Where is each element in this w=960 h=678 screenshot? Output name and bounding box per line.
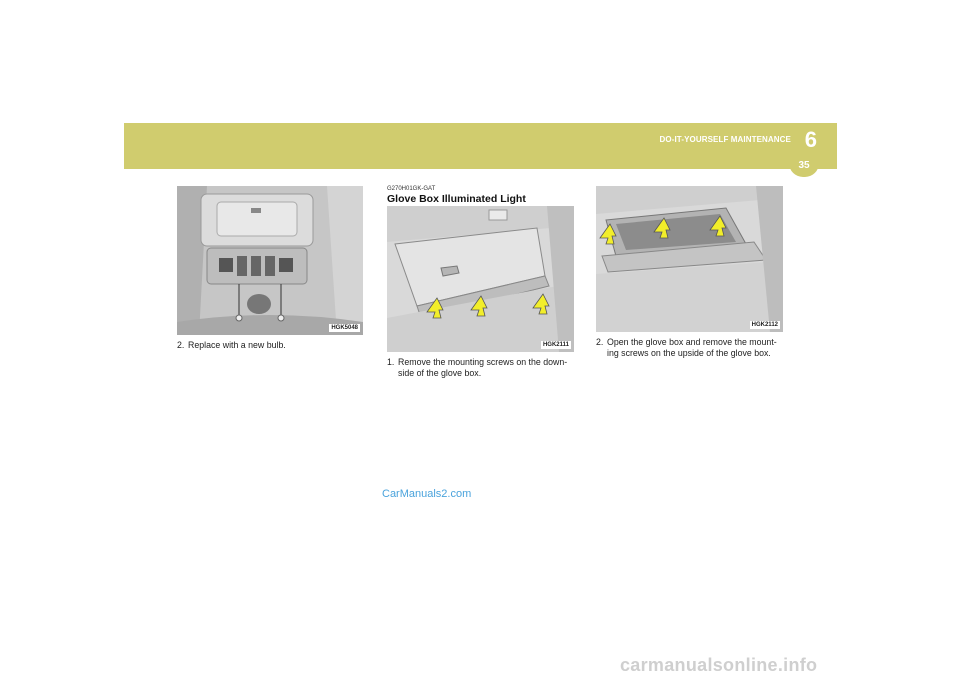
glove-box-downside-illustration — [387, 206, 574, 352]
figure-glove-box-upside — [596, 186, 783, 332]
page-number: 35 — [789, 155, 819, 177]
figure-overhead-console — [177, 186, 363, 335]
step-replace-bulb — [177, 340, 363, 351]
section-title: Glove Box Illuminated Light — [387, 193, 526, 205]
chapter-title: DO-IT-YOURSELF MAINTENANCE — [659, 135, 791, 144]
step-number: 1. — [387, 357, 395, 367]
figure-code: HGK2111 — [542, 342, 569, 348]
step-remove-upside-screws — [596, 337, 786, 359]
figure-code: HGK5048 — [331, 325, 358, 331]
step-text: Remove the mounting screws on the down-side of the glove box. — [398, 357, 568, 378]
chapter-number: 6 — [804, 127, 817, 152]
figure-code: HGK2112 — [751, 322, 778, 328]
step-text: Open the glove box and remove the mount-ing screws on the upside of the glove box. — [607, 337, 777, 358]
watermark-link[interactable]: CarManuals2.com — [382, 488, 472, 500]
figure-glove-box-downside — [387, 206, 574, 352]
glove-box-upside-illustration — [596, 186, 783, 332]
overhead-console-illustration — [177, 186, 363, 335]
step-number: 2. — [177, 340, 185, 350]
section-code: G270H01GK-GAT — [387, 186, 436, 192]
step-remove-downside-screws — [387, 357, 575, 379]
footer-watermark: carmanualsonline.info — [620, 655, 818, 675]
step-number: 2. — [596, 337, 604, 347]
chapter-header-band — [124, 123, 837, 169]
step-text: Replace with a new bulb. — [188, 340, 286, 350]
